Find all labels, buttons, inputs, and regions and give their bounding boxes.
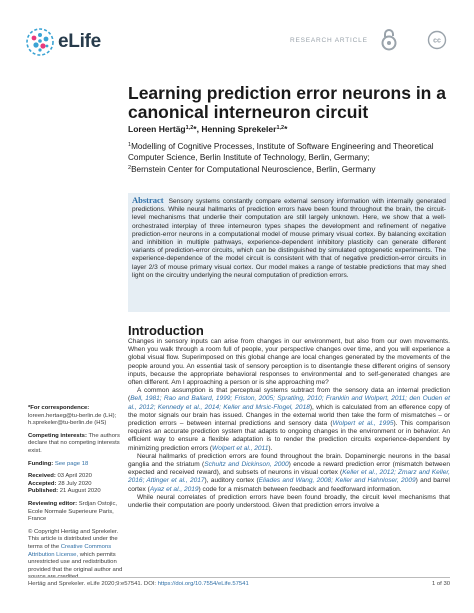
svg-text:cc: cc [433, 37, 441, 45]
funding-link[interactable]: See page 18 [54, 460, 89, 467]
funding-label: Funding: [28, 460, 54, 467]
reviewing-editor-block [28, 501, 123, 524]
published-value: 21 August 2020 [59, 488, 101, 495]
copyright-text: which permits unrestricted use and redistribution provided that the original author and source are credited. [28, 551, 123, 581]
article-title: Learning prediction error neurons in a canonical interneuron circuit [128, 83, 446, 122]
affiliations [128, 140, 458, 175]
page-footer [28, 577, 450, 587]
received-value: 03 April 2020 [57, 473, 92, 480]
paragraph [128, 338, 450, 387]
received-date [28, 473, 123, 481]
received-label: Received: [28, 473, 56, 480]
license-link[interactable]: Creative Commons Attribution License, [28, 543, 112, 558]
competing-interests-label: Competing interests: [28, 432, 87, 439]
published-label: Published: [28, 488, 59, 495]
author-name[interactable]: Loreen Hertäg [128, 124, 186, 134]
paragraph-text: ) and barrel cortex ( [128, 477, 450, 493]
abstract-section [128, 193, 450, 312]
paragraph-text: While neural correlates of prediction errors have been found broadly, the circuit level mechanisms that underlie their computation are poorly understood. Given that prediction errors involve a [128, 493, 450, 510]
creative-commons-icon [427, 30, 447, 50]
doi-link[interactable]: https://doi.org/10.7554/eLife.57541 [157, 581, 249, 587]
affiliation-text: Modelling of Cognitive Processes, Institute of Software Engineering and Theoretical Computer Science, Berlin Institute of Technology, Berlin, Germany; [128, 142, 434, 162]
paragraph-text: ). This comparison requires an accurate prediction system that adapts to ongoing changes in the environment or in behavior. An efficient way to ensure a flexible adaptation is to render the prediction circuits experience-dependent by minimizing prediction errors ( [128, 420, 450, 452]
footer-citation: Hertäg and Sprekeler. eLife 2020;9:e57541. DOI: [28, 581, 158, 587]
introduction-body [128, 338, 450, 510]
correspondence-marker: * [284, 124, 288, 134]
copyright-text: © Copyright Hertäg and Sprekeler. This article is distributed under the terms of the [28, 528, 119, 550]
abstract-text: Sensory systems constantly compare external sensory information with internally generated predictions. While neural hallmarks of prediction errors have been found throughout the brain, the circuit-level mechanisms that underlie their computation are still largely unknown. Here, we show that a well-orchestrated interplay of three interneuron types shapes the development and refinement of negative prediction-error neurons in a computational model of mouse primary visual cortex. By balancing excitation and inhibition in multiple pathways, experience-dependent inhibitory plasticity can generate different variants of prediction-error circuits, which can be distinguished by simulated optogenetic experiments. The experience-dependence of the model circuit is consistent with that of negative prediction-error circuits in layer 2/3 of mouse primary visual cortex. Our model makes a range of testable predictions that may shed light on the circuitry underlying the neural computation of prediction errors. [132, 198, 446, 279]
article-info-sidebar [28, 405, 123, 587]
author-affiliation-marker: 1,2 [185, 125, 194, 131]
citation-link[interactable]: Bell, 1981; Rao and Ballard, 1999; Friston, 2005; Spratling, 2010; Franklin and Wolpert, 2011; den Ouden et al., 2012; Kennedy et al., 2014; Keller and Mrsic-Flogel, 2018 [128, 395, 450, 411]
logo-wordmark: eLife [58, 31, 101, 52]
reviewing-editor-text: Srdjan Ostojic, Ecole Normale Superieure Paris, France [28, 500, 118, 523]
affiliation-item [128, 163, 458, 175]
author-separator: , [196, 124, 202, 134]
copyright-block [28, 529, 123, 582]
abstract-heading: Abstract [132, 195, 164, 205]
paragraph-text: Changes in sensory inputs can arise from changes in our environment, but also from our own movements. When you walk through a room full of people, your perspective changes over time, and you will experience a global visual flow. Superimposed on this global change are local changes generated by the movements of the people around you. An essential task of sensory perception is to disentangle these different origins of sensory inputs, because the appropriate behavioral responses to environmental and to self-generated changes are often different. Am I approaching a person or is she approaching me? [128, 338, 450, 387]
paragraph-text: ) code for a mismatch between feedback and feedforward information. [198, 485, 402, 493]
paragraph [128, 387, 450, 453]
funding-block [28, 461, 123, 469]
affiliation-item [128, 140, 458, 163]
affiliation-text: Bernstein Center for Computational Neuroscience, Berlin, Germany [131, 165, 376, 174]
paragraph-text: ) encode a reward prediction error (mismatch between expected and received reward), and subsets of neurons in visual cortex ( [128, 461, 450, 477]
paragraph-text: A common assumption is that perceptual systems subtract from the sensory data an internal prediction ( [128, 387, 450, 403]
reviewing-editor-label: Reviewing editor: [28, 500, 78, 507]
competing-interests-text: The authors declare that no competing interests exist. [28, 432, 120, 454]
accepted-value: 28 July 2020 [58, 480, 92, 487]
correspondence-label: *For correspondence: [28, 405, 90, 411]
paragraph [128, 494, 450, 510]
accepted-date [28, 481, 123, 489]
citation-link[interactable]: Wolpert et al., 1995 [332, 420, 394, 428]
citation-link[interactable]: Ayaz et al., 2019 [149, 485, 199, 493]
elife-logo[interactable] [26, 28, 101, 56]
page-header [0, 0, 474, 80]
dates-block [28, 473, 123, 496]
correspondence-block [28, 405, 123, 428]
citation-link[interactable]: Wolpert et al., 2011 [212, 444, 269, 452]
author-name[interactable]: Henning Sprekeler [201, 124, 277, 134]
paragraph [128, 453, 450, 494]
paragraph-text: ), which is calculated from an efference copy of the motor signals our brain has issued. Changes in the external world then take the form of mismatches – or prediction errors – between internal predictions and sensory data ( [128, 403, 451, 428]
competing-interests-block [28, 433, 123, 456]
paragraph-text: Neural hallmarks of prediction errors are found throughout the brain. Dopaminergic neurons in the basal ganglia and the striatum ( [128, 452, 450, 469]
citation-link[interactable]: Eliades and Wang, 2008; Keller and Hahnloser, 2009 [258, 477, 416, 485]
introduction-heading: Introduction [128, 323, 204, 338]
accepted-label: Accepted: [28, 480, 57, 487]
elife-logo-icon [26, 28, 54, 56]
affiliation-number: 2 [128, 165, 132, 171]
correspondence-emails[interactable]: loreen.hertaeg@tu-berlin.de (LH); h.sprekeler@tu-berlin.de (HS) [28, 412, 117, 427]
author-list [128, 124, 287, 134]
citation-link[interactable]: Keller et al., 2012; Zmarz and Keller, 2016; Attinger et al., 2017 [128, 469, 450, 485]
correspondence-marker: * [193, 124, 197, 134]
article-type-label: RESEARCH ARTICLE [290, 37, 368, 44]
published-date [28, 488, 123, 496]
paragraph-text: ), auditory cortex ( [204, 477, 259, 485]
citation-link[interactable]: Schultz and Dickinson, 2000 [204, 461, 289, 469]
paragraph-text: ). [268, 444, 273, 452]
author-affiliation-marker: 1,2 [276, 125, 285, 131]
page-number: 1 of 30 [431, 581, 450, 587]
open-access-icon [379, 28, 399, 52]
affiliation-number: 1 [128, 142, 132, 148]
